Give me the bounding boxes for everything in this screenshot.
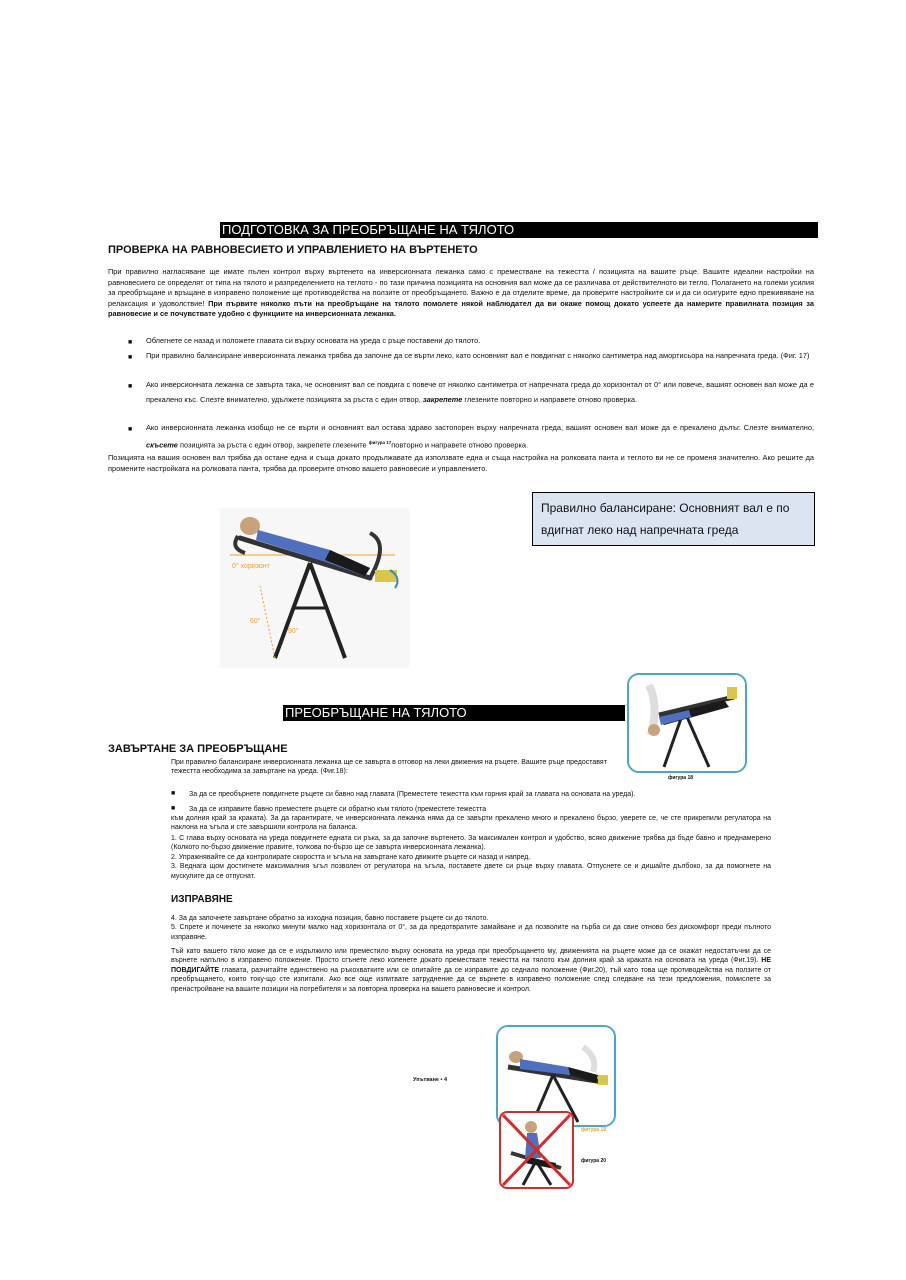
bullet-item: Ако инверсионната лежанка се завърта така, че основният вал се повдига с повече от няколко сантиметра от напречната греда до хоризонтал от 0° или повече, вашият основен вал може да е прекалено къс. Слезте внимателно, удължете позицията за ръста с един отвор, закрепете глезените повторно и направете отново проверка. xyxy=(146,380,814,404)
bullet-marker: ■ xyxy=(128,426,133,433)
bullet-marker: ■ xyxy=(171,790,176,797)
figure-18-inversion-motion xyxy=(629,675,745,771)
step-item: 1. С глава върху основата на уреда повдигнете едната си ръка, за да започне въртенето. За максимален контрол и удобство, всяко движение трябва да бъде бавно и преднамерено (Колкото по-бързо движение правите, толкова по-бързо ще се завърта инверсионната лежанка). xyxy=(171,835,771,852)
figure-18-caption: фигура 18 xyxy=(668,775,694,781)
closing-paragraph: Позицията на вашия основен вал трябва да остане една и съща докато продължавате да използвате една и съща настройка на ролковата панта и теглото ви не се променя значително. Ако решите да промените настройката на ролковата панта, трябва да проверите отново вашето равновесие и управлението. xyxy=(108,453,814,473)
bullet-marker: ■ xyxy=(128,339,133,346)
bullet-item: При правилно балансиране инверсионната лежанка трябва да започне да се върти леко, като основният вал е повдигнат с няколко сантиметра над амортисьора на напречната греда. (Фиг. 17) xyxy=(146,351,810,360)
figure-20-caption: фигура 20 xyxy=(581,1158,607,1164)
svg-text:90°: 90° xyxy=(288,628,299,635)
figure-19-caption: фигура 19 xyxy=(581,1127,607,1133)
warning-bold: НЕ ПОВДИГАЙТЕ xyxy=(171,957,771,974)
heading-return-upright: ИЗПРАВЯНЕ xyxy=(171,894,233,905)
page-footer: Упътване • 4 xyxy=(413,1077,448,1083)
return-steps xyxy=(171,914,771,942)
intro-paragraph: При правилно нагласяване ще имате пълен контрол върху въртенето на инверсионната лежанка само с преместване на тежестта / позицията на вашите ръце. Вашите идеални настройки на равновесието се определят от типа на тялото и разпределението на теглото - по тази причина позицията на основния вал може да се различава от действителното ви тегло. Полагането на големи усилия за преобръщане и връщане в изправено положение ще противодейства на ползите от преобръщането. Важно е да отделите време, да проверите настройките си и да си осигурите едно преживяване на релаксация и удоволствие! При първите няколко пъти на преобръщане на тялото помолете някой наблюдател да ви окаже помощ докато успеете да намерите правилната позиция за равновесие и се почувствате удобно с функциите на инверсионната лежанка. xyxy=(108,267,814,319)
inversion-intro: При правилно балансиране инверсионната лежанка ще се завърта в отговор на леки движения на ръцете. Вашите ръце предоставят тежестта необходима за завъртане на уреда. (Фиг.18): xyxy=(171,759,607,776)
heading-balance-check: ПРОВЕРКА НА РАВНОВЕСИЕТО И УПРАВЛЕНИЕТО НА ВЪРТЕНЕТО xyxy=(108,244,478,256)
figure-20-incorrect-situp xyxy=(501,1113,572,1187)
figure-17-inversion-balance xyxy=(220,508,410,668)
step-item: 5. Спрете и починете за няколко минути малко над хоризонтала от 0°, за да предотвратите замайване и да позволите на гърба си да свие отново без дискомфорт преди пълното изправяне. xyxy=(171,924,771,941)
bullet-marker: ■ xyxy=(128,383,133,390)
bullet-return: За да се изправите бавно преместете ръцете си обратно към тялото (преместете тежестта xyxy=(189,806,487,813)
svg-text:60°: 60° xyxy=(250,618,261,625)
bullet-item: Облегнете се назад и положете главата си върху основата на уреда с ръце поставени до тялото. xyxy=(146,336,481,345)
bullet-marker: ■ xyxy=(128,354,133,361)
final-paragraph: Тъй като вашето тяло може да се е издължило или преместило върху основата на уреда при преобръщането му, движенията на ръцете може да се окажат недостатъчни да се върнете напълно в изправено положение. Просто сгънете леко коленете докато премествате тежестта на тялото към долния край за краката на основата на уреда (Фиг.19). НЕ ПОВДИГАЙТЕ главата, разчитайте единствено на ръкохватките или се опитайте да се изправите до седнало положение (Фиг.20), тъй като това ще противодейства на ползите от преобръщането, които току-що сте изпитали. Ако все още изпитвате затруднение да се върнете в изправено положение след следване на тези предложения, помислете за пренастройване на вашите позиции на потребителя и за повторна проверка на вашето равновесие и контрол. xyxy=(171,948,772,993)
inversion-steps xyxy=(171,834,771,881)
step-item: 2. Упражнявайте се да контролирате скоростта и ъгъла на завъртане като движите ръцете си назад и напред. xyxy=(171,853,531,861)
step-item: 3. Веднага щом достигнете максималния ъгъл позволен от регулатора на ъгъла, поставете двете си ръце върху главата. Отпуснете се и дишайте дълбоко, за да помогнете на мускулите да се отпуснат. xyxy=(171,863,771,880)
bullet-marker: ■ xyxy=(171,805,176,812)
section-banner-preparation: ПОДГОТОВКА ЗА ПРЕОБРЪЩАНЕ НА ТЯЛОТО xyxy=(220,222,818,238)
figure-20-frame xyxy=(499,1111,574,1189)
intro-bold-note: При първите няколко пъти на преобръщане на тялото помолете някой наблюдател да ви окаже помощ докато успеете да намерите правилната позиция за равновесие и се почувствате удобно с функциите на инверсионната лежанка. xyxy=(108,298,814,319)
callout-correct-balance: Правилно балансиране: Основният вал е по вдигнат леко над напречната греда xyxy=(532,492,815,546)
heading-rotate-to-invert: ЗАВЪРТАНЕ ЗА ПРЕОБРЪЩАНЕ xyxy=(108,743,288,755)
inversion-body: към долния край за краката). За да гарантирате, че инверсионната лежанка няма да се завърти прекалено много и прекалено бързо, уверете се, че сте прикрепили регулатора на наклона на ъгъла и сте завършили контрола на баланса. xyxy=(171,815,771,832)
bullet-item: Ако инверсионната лежанка изобщо не се върти и основният вал остава здраво застопорен върху напречната греда, вашият основен вал може да е прекалено дълъг. Слезте внимателно, скъсете позицията за ръста с един отвор, закрепете глезените $^{фигура 17}$повторно и направете отново проверка. xyxy=(146,423,814,449)
figure-18-frame xyxy=(627,673,747,773)
bullet-invert: За да се преобърнете повдигнете ръцете си бавно над главата (Преместете тежестта към горния край за главата на основата на уреда). xyxy=(189,791,636,798)
label-horizontal: 0° хоризонт xyxy=(232,563,270,570)
section-banner-inversion: ПРЕОБРЪЩАНЕ НА ТЯЛОТО xyxy=(283,705,625,721)
step-item: 4. За да започнете завъртане обратно за изходна позиция, бавно поставете ръцете си до тялото. xyxy=(171,915,489,922)
